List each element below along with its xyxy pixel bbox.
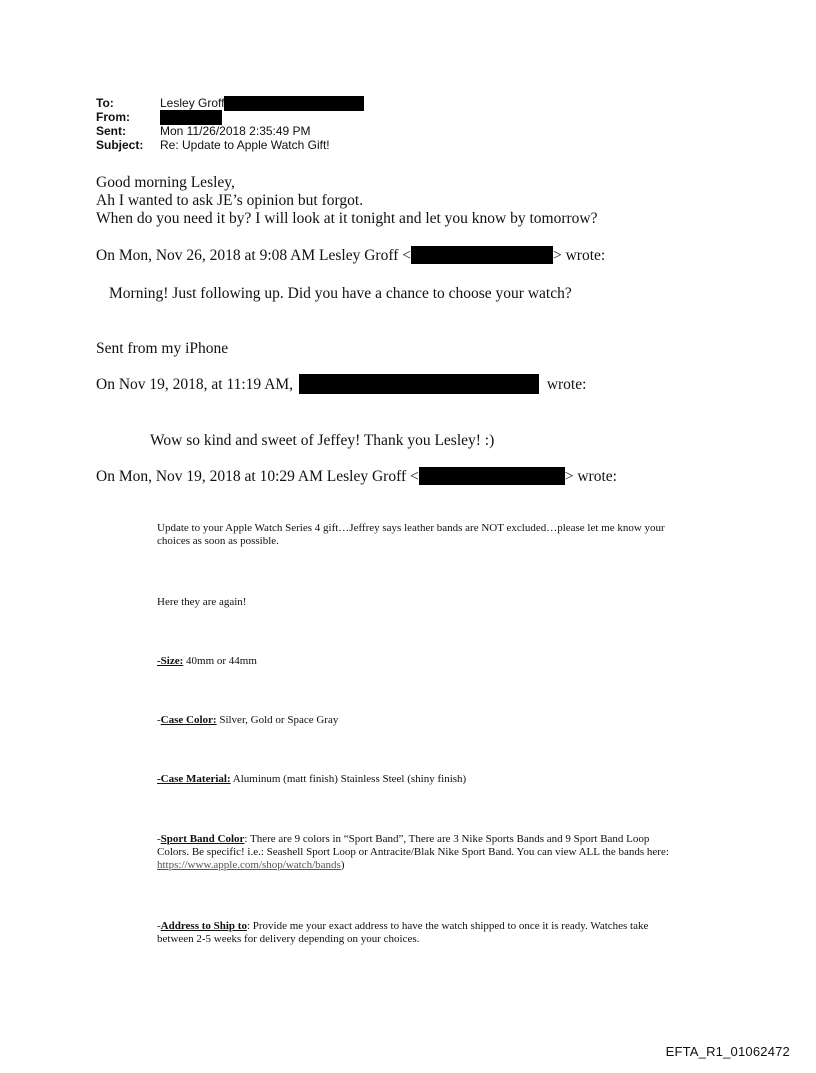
- document-id: EFTA_R1_01062472: [665, 1044, 790, 1059]
- redaction-box: [419, 467, 565, 485]
- sent-label: Sent:: [96, 124, 126, 138]
- quote-3-header-post: > wrote:: [564, 468, 617, 485]
- sport-band-prefix: -: [157, 833, 161, 845]
- size-line: [157, 655, 677, 668]
- quote-1-header-post: > wrote:: [553, 247, 606, 264]
- address-prefix: -: [157, 920, 161, 932]
- redaction-box: [299, 374, 539, 394]
- bands-link[interactable]: https://www.apple.com/shop/watch/bands: [157, 859, 341, 871]
- to-value: Lesley Groff: [160, 96, 225, 110]
- quote-1-header: [96, 247, 605, 265]
- case-color-value: Silver, Gold or Space Gray: [219, 714, 339, 726]
- from-row: [96, 110, 364, 124]
- case-material-value: Aluminum (matt finish) Stainless Steel (shiny finish): [232, 773, 467, 785]
- original-intro: Update to your Apple Watch Series 4 gift…Jeffrey says leather bands are NOT excluded…please let me know your choices as soon as possible.: [157, 522, 665, 547]
- subject-label: Subject:: [96, 138, 144, 152]
- quote-1-header-pre: On Mon, Nov 26, 2018 at 9:08 AM Lesley Groff <: [96, 247, 411, 264]
- address-paragraph: [157, 920, 677, 946]
- case-color-prefix: -: [157, 714, 161, 726]
- body-line-1: Ah I wanted to ask JE’s opinion but forgot.: [96, 192, 364, 209]
- size-label: -Size:: [157, 655, 184, 667]
- to-label: To:: [96, 96, 114, 110]
- redaction-box: [160, 110, 222, 125]
- to-row: [96, 96, 364, 110]
- from-label: From:: [96, 110, 130, 124]
- case-material-label: -Case Material:: [157, 773, 231, 785]
- case-color-line: [157, 714, 677, 727]
- case-material-line: [157, 773, 677, 786]
- quote-2-header-post: wrote:: [546, 376, 587, 393]
- redaction-box: [411, 246, 553, 264]
- redaction-box: [224, 96, 364, 111]
- subject-row: [96, 138, 364, 152]
- quote-3-header: [96, 468, 617, 486]
- sport-band-label: Sport Band Color: [160, 833, 245, 845]
- quote-3-header-pre: On Mon, Nov 19, 2018 at 10:29 AM Lesley Groff <: [96, 468, 419, 485]
- address-label: Address to Ship to: [160, 920, 247, 932]
- email-header: [96, 96, 364, 152]
- address-text: : Provide me your exact address to have the watch shipped to once it is ready. Watches take between 2-5 weeks for delivery depending on your choices.: [157, 920, 649, 945]
- sport-band-text: : There are 9 colors in “Sport Band”, There are 3 Nike Sports Bands and 9 Sport Band Loop Colors. Be specific! i.e.: Seashell Sport Loop or Antracite/Blak Nike Sport Band. You can view ALL the bands here:: [157, 833, 669, 858]
- greeting: Good morning Lesley,: [96, 174, 235, 191]
- size-value: 40mm or 44mm: [186, 655, 257, 667]
- subject-value: Re: Update to Apple Watch Gift!: [160, 138, 330, 152]
- body-line-2: When do you need it by? I will look at it tonight and let you know by tomorrow?: [96, 210, 598, 227]
- sent-row: [96, 124, 364, 138]
- sport-band-paragraph: [157, 833, 677, 872]
- quote-2-header: [96, 376, 586, 394]
- sent-value: Mon 11/26/2018 2:35:49 PM: [160, 124, 311, 138]
- quote-1-text: Morning! Just following up. Did you have a chance to choose your watch?: [109, 285, 572, 302]
- sent-from-signature: Sent from my iPhone: [96, 340, 229, 357]
- case-color-label: Case Color:: [160, 714, 217, 726]
- original-again: Here they are again!: [157, 596, 247, 608]
- quote-2-header-pre: On Nov 19, 2018, at 11:19 AM,: [96, 376, 294, 393]
- sport-band-close: ): [340, 859, 345, 871]
- quote-2-text: Wow so kind and sweet of Jeffey! Thank you Lesley! :): [150, 432, 495, 449]
